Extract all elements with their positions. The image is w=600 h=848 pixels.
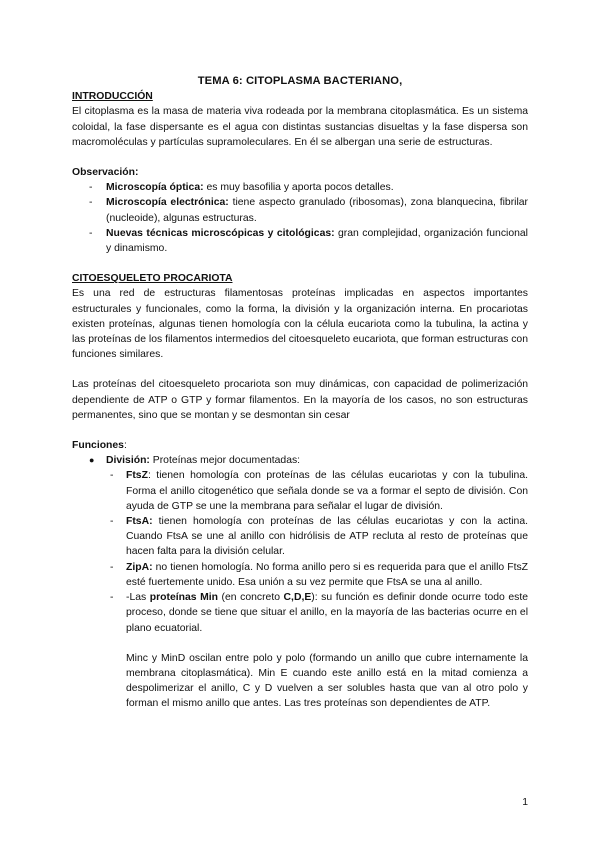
document-title: TEMA 6: CITOPLASMA BACTERIANO, — [197, 75, 403, 87]
dash-marker: - — [110, 470, 114, 482]
item-bold: Microscopía óptica: — [106, 182, 204, 194]
citoesqueleto-heading: CITOESQUELETO PROCARIOTA — [72, 273, 233, 285]
item-text: no tienen homología. No forma anillo pero si es requerida para que el anillo FtsZ esté fuertemente unido. Esa unión a su vez permite que FtsA se una al anillo. — [126, 561, 528, 588]
min-proteins-paragraph: Minc y MinD oscilan entre polo y polo (formando un anillo que cubre internamente la membrana citoplasmática). Min E cuando este anillo está en la mitad comienza a despolimerizar el anillo, C y D vuelven a ser solubles hasta que van al otro polo y forman el mismo anillo que antes. Las tres proteínas son dependientes de ATP. — [126, 652, 528, 710]
list-item — [72, 195, 528, 225]
funciones-heading-text: Funciones — [72, 440, 124, 452]
dash-marker: - — [89, 227, 93, 239]
item-prefix: -Las — [126, 592, 150, 604]
observacion-list — [72, 180, 528, 256]
intro-paragraph: El citoplasma es la masa de materia viva rodeada por la membrana citoplasmática. Es un sistema coloidal, la fase dispersante es el agua con distintas sustancias disueltas y la fase dispersa son macromoléculas y partículas supramoleculares. En él se albergan una serie de estructuras. — [72, 106, 528, 148]
funciones-list — [72, 453, 528, 468]
list-item — [72, 514, 528, 560]
item-text: : tienen homología con proteínas de las células eucariotas y con la tubulina. Forma el anillo citogenético que señala donde se va a formar el septo de división. Con ayuda de GTP se une la membrana para señalar el lugar de división. — [126, 470, 528, 512]
item-bold: ZipA: — [126, 561, 153, 573]
item-text: tienen homología con proteínas de las células eucariotas y con la actina. Cuando FtsA se une al anillo con hidrólisis de ATP recluta al resto de proteínas que hacen falta para la división celular. — [126, 516, 528, 558]
dash-marker: - — [89, 197, 93, 209]
observacion-heading: Observación: — [72, 167, 139, 179]
citoesqueleto-paragraph-1: Es una red de estructuras filamentosas proteínas implicadas en aspectos importantes estructurales y funcionales, como la forma, la división y la organización interna. En procariotas existen proteínas, algunas tienen homología con la célula eucariota como la tubulina, la actina y las proteínas de los filamentos intermedios del citoesqueleto eucariota, que forman estructuras con funciones similares. — [72, 288, 528, 361]
funciones-heading — [72, 438, 528, 453]
item-bold: Nuevas técnicas microscópicas y citológicas: — [106, 227, 335, 239]
dash-marker: - — [110, 561, 114, 573]
list-item-division — [72, 453, 528, 468]
item-text: es muy basofilia y aporta pocos detalles. — [203, 182, 394, 194]
division-bold: División: — [106, 455, 150, 467]
item-bold: FtsZ — [126, 470, 148, 482]
intro-heading: INTRODUCCIÓN — [72, 91, 153, 103]
division-text: Proteínas mejor documentadas: — [149, 455, 301, 467]
item-bold: FtsA: — [126, 516, 153, 528]
item-bold-2: C,D,E — [283, 592, 312, 604]
item-mid: (en concreto — [218, 592, 284, 604]
page-number: 1 — [522, 797, 528, 808]
dash-marker: - — [89, 182, 93, 194]
division-sublist — [72, 468, 528, 635]
citoesqueleto-paragraph-2: Las proteínas del citoesqueleto procariota son muy dinámicas, con capacidad de polimerización dependiente de ATP o GTP y formar filamentos. En la mayoría de los casos, no son estructuras permanentes, sino que se montan y se desmontan sin cesar — [72, 379, 528, 421]
funciones-heading-suffix: : — [123, 440, 127, 452]
item-bold: proteínas Min — [149, 592, 218, 604]
item-text: tiene aspecto granulado (ribosomas), zona blanquecina, fibrilar (nucleoide), algunas estructuras. — [106, 197, 529, 224]
item-text: ): su función es definir donde ocurre todo este proceso, donde se tiene que situar el anillo, en la mayoría de las bacterias ocurre en el plano ecuatorial. — [126, 592, 529, 634]
document-content — [72, 74, 528, 712]
list-item — [72, 226, 528, 256]
list-item — [72, 180, 528, 195]
list-item — [72, 560, 528, 590]
dash-marker: - — [110, 516, 114, 528]
item-bold: Microscopía electrónica: — [106, 197, 229, 209]
list-item — [72, 590, 528, 636]
dash-marker: - — [110, 592, 114, 604]
list-item — [72, 468, 528, 514]
bullet-icon: ● — [89, 455, 95, 466]
item-text: gran complejidad, organización funcional y dinamismo. — [106, 227, 528, 255]
